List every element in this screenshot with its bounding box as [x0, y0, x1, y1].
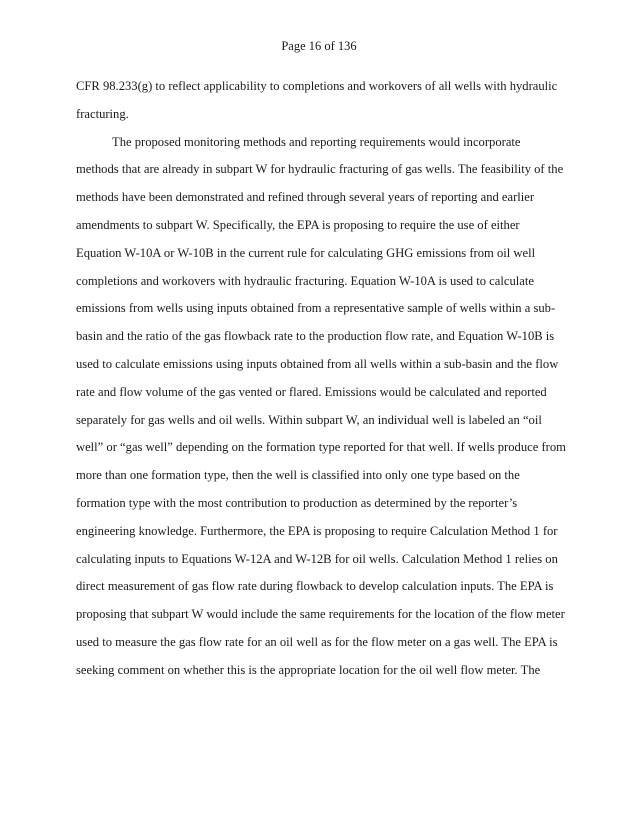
- body-text: [76, 78, 576, 690]
- text-line: methods that are already in subpart W for hydraulic fracturing of gas wells. The feasibility of the: [76, 162, 564, 177]
- text-line: rate and flow volume of the gas vented or flared. Emissions would be calculated and reported: [76, 384, 547, 399]
- text-line: well” or “gas well” depending on the formation type reported for that well. If wells produce from: [76, 440, 566, 455]
- page-number-header: Page 16 of 136: [281, 39, 357, 53]
- text-line: used to measure the gas flow rate for an oil well as for the flow meter on a gas well. The EPA is: [76, 634, 558, 649]
- text-line: fracturing.: [76, 106, 129, 121]
- text-line: completions and workovers with hydraulic fracturing. Equation W-10A is used to calculate: [76, 273, 534, 288]
- text-line: amendments to subpart W. Specifically, the EPA is proposing to require the use of either: [76, 217, 520, 232]
- text-line: proposing that subpart W would include the same requirements for the location of the flow meter: [76, 607, 565, 622]
- text-line: more than one formation type, then the well is classified into only one type based on the: [76, 468, 520, 483]
- text-line: The proposed monitoring methods and reporting requirements would incorporate: [112, 134, 521, 149]
- text-line: separately for gas wells and oil wells. Within subpart W, an individual well is labeled an “oil: [76, 412, 542, 427]
- text-line: basin and the ratio of the gas flowback rate to the production flow rate, and Equation W-10B is: [76, 329, 555, 344]
- text-line: calculating inputs to Equations W-12A and W-12B for oil wells. Calculation Method 1 relies on: [76, 551, 558, 566]
- text-line: engineering knowledge. Furthermore, the EPA is proposing to require Calculation Method 1 for: [76, 523, 558, 538]
- text-line: formation type with the most contribution to production as determined by the reporter’s: [76, 495, 518, 510]
- text-line: Equation W-10A or W-10B in the current rule for calculating GHG emissions from oil well: [76, 245, 536, 260]
- text-line: used to calculate emissions using inputs obtained from all wells within a sub-basin and the flow: [76, 356, 559, 371]
- text-line: seeking comment on whether this is the appropriate location for the oil well flow meter. The: [76, 662, 541, 677]
- text-line: methods have been demonstrated and refined through several years of reporting and earlier: [76, 190, 535, 205]
- text-line: direct measurement of gas flow rate during flowback to develop calculation inputs. The EPA is: [76, 579, 554, 594]
- text-line: emissions from wells using inputs obtained from a representative sample of wells within a sub-: [76, 301, 556, 316]
- text-line: CFR 98.233(g) to reflect applicability to completions and workovers of all wells with hydraulic: [76, 79, 558, 93]
